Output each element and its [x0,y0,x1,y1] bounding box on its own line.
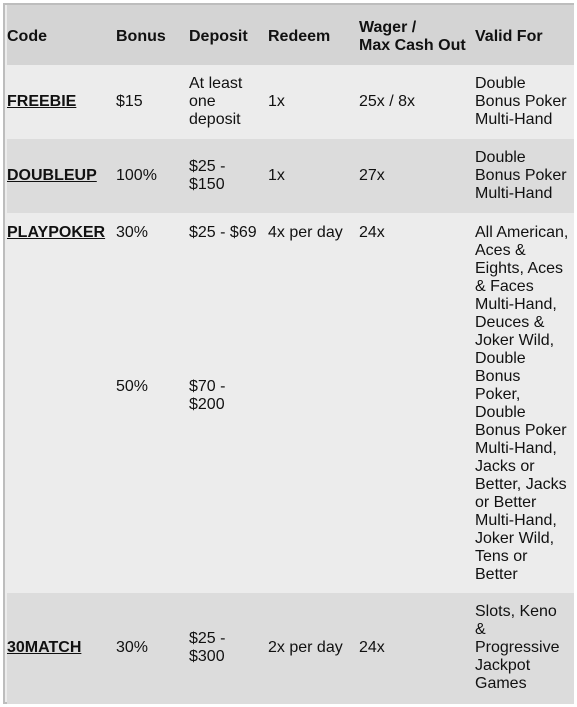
table-row [7,139,574,213]
table-row [7,213,574,593]
bonus-value: 30% [116,639,149,656]
redeem-value: 4x per day [268,224,343,241]
bonus-value: $15 [116,93,143,110]
wager-value: 24x [359,639,385,656]
bonus-code-link[interactable]: FREEBIE [7,93,77,110]
deposit-value: At least one deposit [189,75,243,128]
deposit-value: $25 - $300 [189,630,226,665]
table-header-row [7,5,574,65]
deposit-value-second-tier: $70 - $200 [189,378,226,413]
header-wager: Wager / Max Cash Out [359,19,466,54]
header-bonus: Bonus [116,28,166,45]
table-row [7,593,574,704]
bonus-value: 100% [116,167,157,184]
bonus-code-link[interactable]: PLAYPOKER [7,224,106,241]
valid-for-value: All American, Aces & Eights, Aces & Faces Multi-Hand, Deuces & Joker Wild, Double Bonus Poker, Double Bonus Poker Multi-Hand, Jacks or Better, Jacks or Better Multi-Hand, Joker Wild, Tens or Better [475,224,569,583]
table-row [7,65,574,139]
header-valid-for: Valid For [475,28,543,45]
wager-value: 27x [359,167,385,184]
redeem-value: 1x [268,93,285,110]
redeem-value: 1x [268,167,285,184]
bonus-code-link[interactable]: 30MATCH [7,639,82,656]
bonus-value-second-tier: 50% [116,378,149,395]
deposit-value: $25 - $69 [189,224,257,241]
redeem-value: 2x per day [268,639,343,656]
valid-for-value: Double Bonus Poker Multi-Hand [475,149,567,202]
bonus-code-link[interactable]: DOUBLEUP [7,167,97,184]
valid-for-value: Slots, Keno & Progressive Jackpot Games [475,603,560,692]
wager-value: 24x [359,224,385,241]
header-code: Code [7,28,47,45]
valid-for-value: Double Bonus Poker Multi-Hand [475,75,567,128]
header-deposit: Deposit [189,28,248,45]
wager-value: 25x / 8x [359,93,416,110]
deposit-value: $25 - $150 [189,158,226,193]
bonus-value: 30% [116,224,149,241]
bonus-codes-table [3,3,574,704]
header-redeem: Redeem [268,28,331,45]
